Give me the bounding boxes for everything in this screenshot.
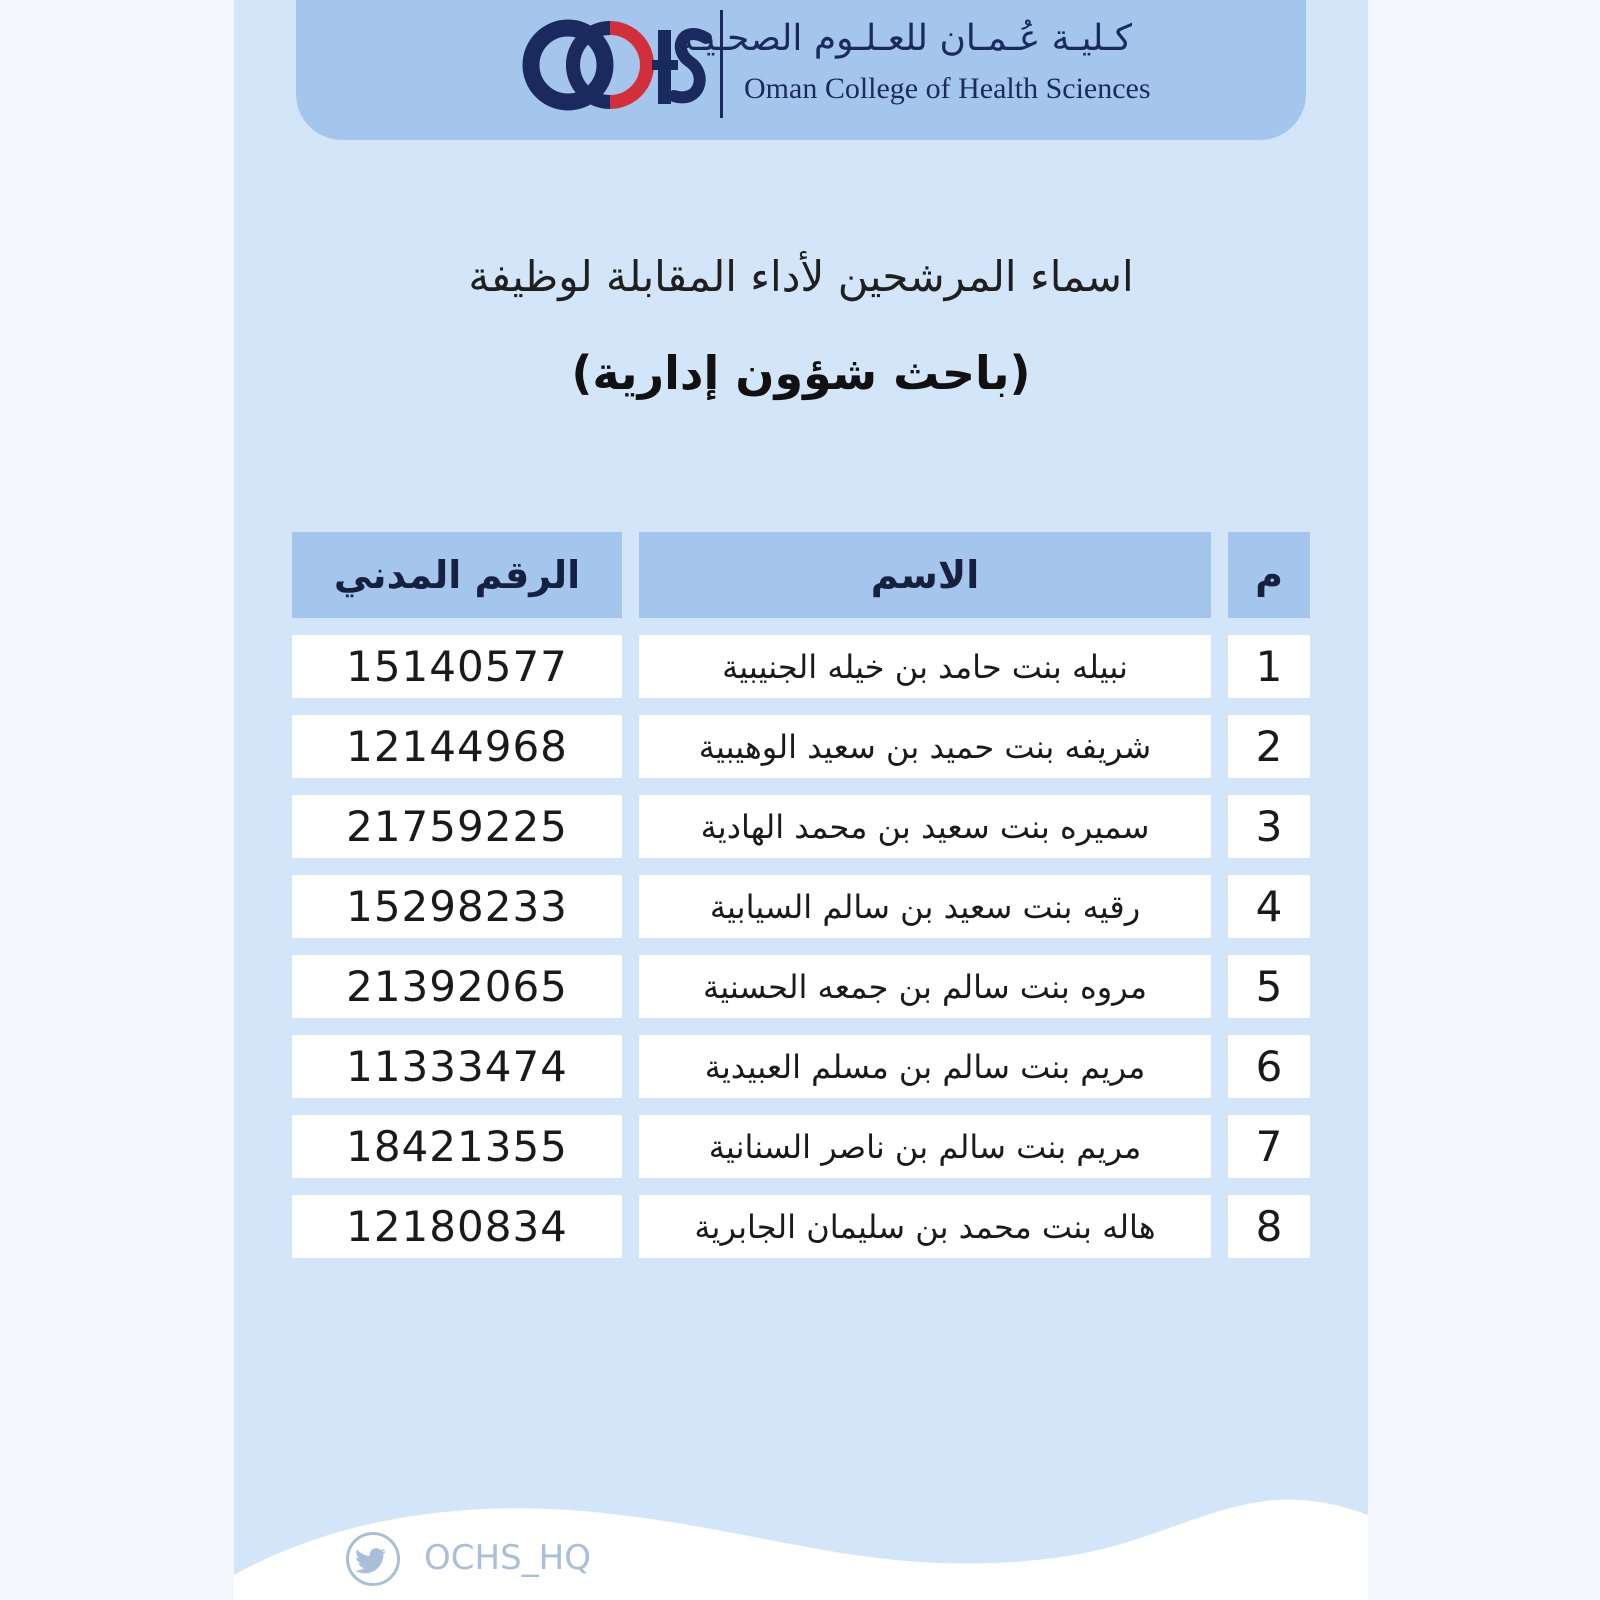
twitter-handle[interactable]: OCHS_HQ bbox=[424, 1538, 591, 1578]
cell-civil-id: 18421355 bbox=[292, 1115, 622, 1178]
cell-name: مروه بنت سالم بن جمعه الحسنية bbox=[639, 955, 1211, 1018]
cell-civil-id: 21759225 bbox=[292, 795, 622, 858]
header-name: الاسم bbox=[639, 532, 1211, 618]
cell-number: 3 bbox=[1228, 795, 1310, 858]
cell-civil-id: 12180834 bbox=[292, 1195, 622, 1258]
logo-english-name: Oman College of Health Sciences bbox=[744, 72, 1151, 105]
candidates-table bbox=[292, 532, 1310, 1258]
header-number: م bbox=[1228, 532, 1310, 618]
page-title: اسماء المرشحين لأداء المقابلة لوظيفة bbox=[468, 252, 1134, 301]
cell-civil-id: 21392065 bbox=[292, 955, 622, 1018]
cell-name: مريم بنت سالم بن مسلم العبيدية bbox=[639, 1035, 1211, 1098]
cell-name: نبيله بنت حامد بن خيله الجنيبية bbox=[639, 635, 1211, 698]
cell-number: 6 bbox=[1228, 1035, 1310, 1098]
cell-number: 7 bbox=[1228, 1115, 1310, 1178]
footer-wave bbox=[234, 1470, 1368, 1600]
cell-name: رقيه بنت سعيد بن سالم السيابية bbox=[639, 875, 1211, 938]
cell-civil-id: 12144968 bbox=[292, 715, 622, 778]
cell-number: 2 bbox=[1228, 715, 1310, 778]
cell-name: سميره بنت سعيد بن محمد الهادية bbox=[639, 795, 1211, 858]
header-civil-id: الرقم المدني bbox=[292, 532, 622, 618]
cell-number: 8 bbox=[1228, 1195, 1310, 1258]
logo-arabic-name: كـليـة عُـمـان للعـلـوم الصحـيـة bbox=[675, 18, 1132, 59]
cell-civil-id: 11333474 bbox=[292, 1035, 622, 1098]
cell-name: هاله بنت محمد بن سليمان الجابرية bbox=[639, 1195, 1211, 1258]
job-title: (باحث شؤون إدارية) bbox=[571, 346, 1031, 400]
twitter-icon[interactable] bbox=[346, 1532, 400, 1586]
cell-number: 5 bbox=[1228, 955, 1310, 1018]
cell-civil-id: 15140577 bbox=[292, 635, 622, 698]
cell-name: مريم بنت سالم بن ناصر السنانية bbox=[639, 1115, 1211, 1178]
cell-number: 1 bbox=[1228, 635, 1310, 698]
poster bbox=[234, 0, 1368, 1600]
cell-civil-id: 15298233 bbox=[292, 875, 622, 938]
header-banner bbox=[296, 0, 1306, 140]
cell-name: شريفه بنت حميد بن سعيد الوهيبية bbox=[639, 715, 1211, 778]
cell-number: 4 bbox=[1228, 875, 1310, 938]
